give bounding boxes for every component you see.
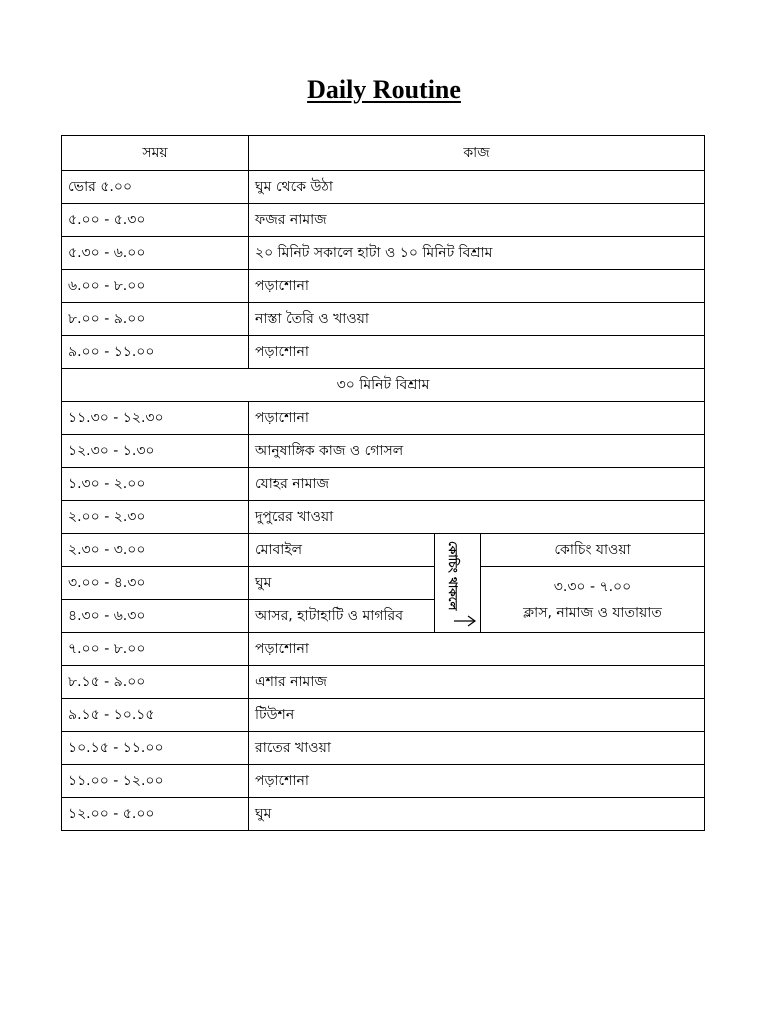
task-cell: টিউশন	[249, 699, 705, 732]
time-cell: ৬.০০ - ৮.০০	[62, 270, 249, 303]
header-time: সময়	[62, 136, 249, 171]
time-cell: ১১.৩০ - ১২.৩০	[62, 402, 249, 435]
task-cell: পড়াশোনা	[249, 633, 705, 666]
coaching-details-cell	[481, 567, 705, 633]
table-row	[62, 699, 705, 732]
task-cell: ২০ মিনিট সকালে হাটা ও ১০ মিনিট বিশ্রাম	[249, 237, 705, 270]
break-cell: ৩০ মিনিট বিশ্রাম	[62, 369, 705, 402]
table-row	[62, 270, 705, 303]
task-cell: ঘুম	[249, 567, 435, 600]
time-cell: ৪.৩০ - ৬.৩০	[62, 600, 249, 633]
table-row	[62, 204, 705, 237]
task-cell: পড়াশোনা	[249, 765, 705, 798]
table-row	[62, 336, 705, 369]
time-cell: ১০.১৫ - ১১.০০	[62, 732, 249, 765]
time-cell: ১২.০০ - ৫.০০	[62, 798, 249, 831]
table-row	[62, 402, 705, 435]
time-cell: ৯.১৫ - ১০.১৫	[62, 699, 249, 732]
table-row	[62, 633, 705, 666]
time-cell: ৮.০০ - ৯.০০	[62, 303, 249, 336]
task-cell: মোবাইল	[249, 534, 435, 567]
time-cell: ১২.৩০ - ১.৩০	[62, 435, 249, 468]
coaching-vertical-label: কোচিং থাকলে	[446, 541, 460, 611]
coaching-detail: ক্লাস, নামাজ ও যাতায়াত	[523, 604, 662, 621]
time-cell: ২.৩০ - ৩.০০	[62, 534, 249, 567]
page-title: Daily Routine	[307, 75, 461, 104]
task-cell: রাতের খাওয়া	[249, 732, 705, 765]
time-cell: ৩.০০ - ৪.৩০	[62, 567, 249, 600]
task-cell: দুপুরের খাওয়া	[249, 501, 705, 534]
task-cell: এশার নামাজ	[249, 666, 705, 699]
coaching-vertical-label-cell	[435, 534, 481, 633]
task-cell: আসর, হাটাহাটি ও মাগরিব	[249, 600, 435, 633]
time-cell: ৫.০০ - ৫.৩০	[62, 204, 249, 237]
time-cell: ১১.০০ - ১২.০০	[62, 765, 249, 798]
table-row	[62, 468, 705, 501]
task-cell: যোহর নামাজ	[249, 468, 705, 501]
time-cell: ২.০০ - ২.৩০	[62, 501, 249, 534]
table-row	[62, 567, 705, 600]
table-row	[62, 798, 705, 831]
task-cell: ফজর নামাজ	[249, 204, 705, 237]
task-cell: নাস্তা তৈরি ও খাওয়া	[249, 303, 705, 336]
time-cell: ৮.১৫ - ৯.০০	[62, 666, 249, 699]
table-row	[62, 501, 705, 534]
table-row	[62, 666, 705, 699]
table-row	[62, 171, 705, 204]
time-cell: ৫.৩০ - ৬.০০	[62, 237, 249, 270]
task-cell: আনুষাঙ্গিক কাজ ও গোসল	[249, 435, 705, 468]
task-cell: পড়াশোনা	[249, 336, 705, 369]
coaching-heading: কোচিং যাওয়া	[481, 534, 705, 567]
table-row	[62, 435, 705, 468]
time-cell: ১.৩০ - ২.০০	[62, 468, 249, 501]
table-row	[62, 534, 705, 567]
break-row	[62, 369, 705, 402]
time-cell: ভোর ৫.০০	[62, 171, 249, 204]
time-cell: ৭.০০ - ৮.০০	[62, 633, 249, 666]
routine-table	[61, 135, 705, 831]
task-cell: ঘুম থেকে উঠা	[249, 171, 705, 204]
table-row	[62, 765, 705, 798]
time-cell: ৯.০০ - ১১.০০	[62, 336, 249, 369]
task-cell: ঘুম	[249, 798, 705, 831]
table-row	[62, 303, 705, 336]
table-row	[62, 237, 705, 270]
arrow-right-icon	[453, 615, 477, 627]
task-cell: পড়াশোনা	[249, 402, 705, 435]
table-row	[62, 732, 705, 765]
header-task: কাজ	[249, 136, 705, 171]
coaching-time: ৩.৩০ - ৭.০০	[553, 578, 632, 595]
header-row	[62, 136, 705, 171]
task-cell: পড়াশোনা	[249, 270, 705, 303]
